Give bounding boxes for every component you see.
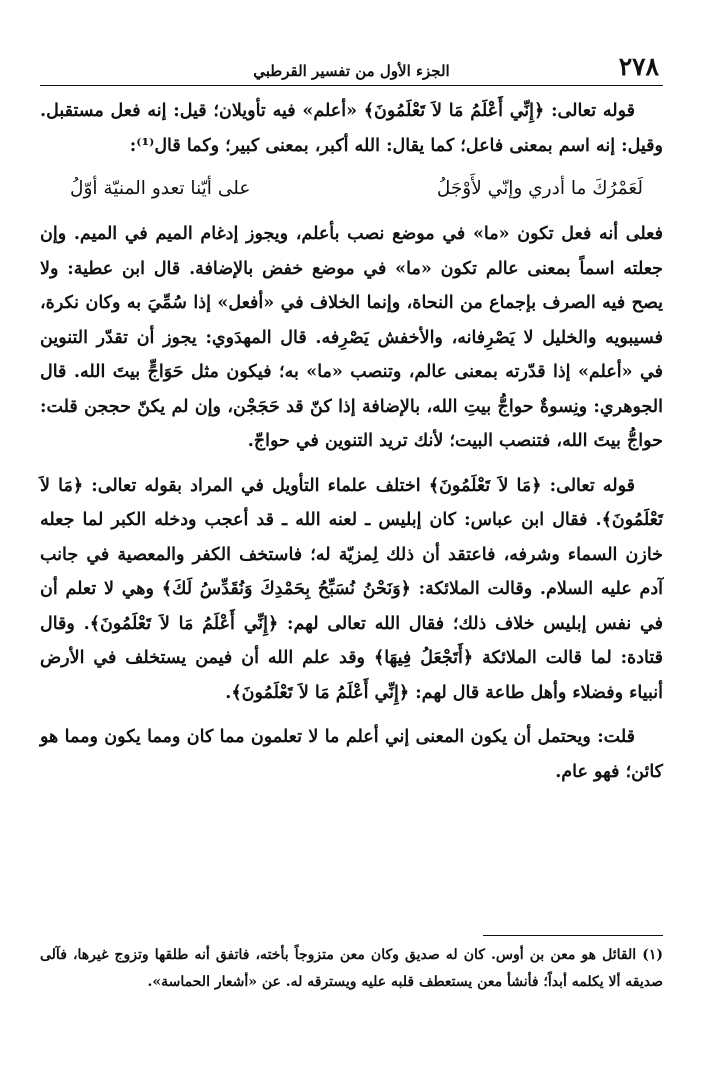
running-title: الجزء الأول من تفسير القرطبي — [253, 62, 450, 80]
main-text — [40, 94, 663, 789]
footnote-text: (١) القائل هو معن بن أوس. كان له صديق وكان معن متزوجاً بأخته، فاتفق أنه طلقها وتزوج غيرها، فآلى صديقه ألا يكلمه أبداً؛ فأنشأ معن يستعطف قلبه عليه ويسترقه له. عن «أشعار الحماسة». — [40, 947, 663, 990]
page-header — [40, 46, 663, 86]
paragraph-2: فعلى أنه فعل تكون «ما» في موضع نصب بأعلم، ويجوز إدغام الميم في الميم. وإن جعلته اسماً بمعنى عالم تكون «ما» في موضع خفض بالإضافة. قال ابن عطية: ولا يصح فيه الصرف بإجماع من النحاة، وإنما الخلاف في «أفعل» إذا سُمِّيَ به وكان نكرة، فسيبويه والخليل لا يَصْرِفانه، والأخفش يَصْرِفه. قال المهدَوي: يجوز أن تقدّر التنوين في «أعلم» إذا قدّرته بمعنى عالم، وتنصب «ما» به؛ فيكون مثل حَوَاجٍّ بيتَ الله. قال الجوهري: ونِسوةٌ حواجُّ بيتِ الله، بالإضافة إذا كنّ قد حَجَجْن، وإن لم يكنّ حججن قلت: حواجُّ بيتَ الله، فتنصب البيت؛ لأنك تريد التنوين في حواجّ. — [40, 224, 663, 451]
footnote-divider — [483, 935, 663, 936]
paragraph-1: قوله تعالى: ﴿إِنِّي أَعْلَمُ مَا لاَ تَعْلَمُونَ﴾ «أعلم» فيه تأويلان؛ قيل: إنه فعل مستقبل. وقيل: إنه اسم بمعنى فاعل؛ كما يقال: الله أكبر، بمعنى كبير؛ وكما قال⁽¹⁾: — [40, 101, 663, 156]
footnote — [40, 942, 663, 996]
paragraph-4: قلت: ويحتمل أن يكون المعنى إني أعلم ما لا تعلمون مما كان ومما يكون ومما هو كائن؛ فهو عام. — [40, 727, 663, 782]
poetry-verse — [40, 171, 663, 207]
page-number: ٢٧٨ — [618, 52, 659, 81]
verse-second-hemistich: على أيّنا تعدو المنيّة أوّلُ — [70, 178, 251, 199]
paragraph-3: قوله تعالى: ﴿مَا لاَ تَعْلَمُونَ﴾ اختلف علماء التأويل في المراد بقوله تعالى: ﴿مَا لاَ تَعْلَمُونَ﴾. فقال ابن عباس: كان إبليس ـ لعنه الله ـ قد أعجب ودخله الكبر لما جعله خازن السماء وشرفه، فاعتقد أن ذلك لِمزيّة له؛ فاستخف الكفر والمعصية في جانب آدم عليه السلام. وقالت الملائكة: ﴿وَنَحْنُ نُسَبِّحُ بِحَمْدِكَ وَنُقَدِّسُ لَكَ﴾ وهي لا تعلم أن في نفس إبليس خلاف ذلك؛ فقال الله تعالى لهم: ﴿إِنِّي أَعْلَمُ مَا لاَ تَعْلَمُونَ﴾. وقال قتادة: لما قالت الملائكة ﴿أَتَجْعَلُ فِيهَا﴾ وقد علم الله أن فيمن يستخلف في الأرض أنبياء وفضلاء وأهل طاعة قال لهم: ﴿إِنِّي أَعْلَمُ مَا لاَ تَعْلَمُونَ﴾. — [40, 475, 663, 703]
verse-first-hemistich: لَعَمْرُكَ ما أدري وإنّي لأَوْجَلُ — [436, 178, 643, 199]
